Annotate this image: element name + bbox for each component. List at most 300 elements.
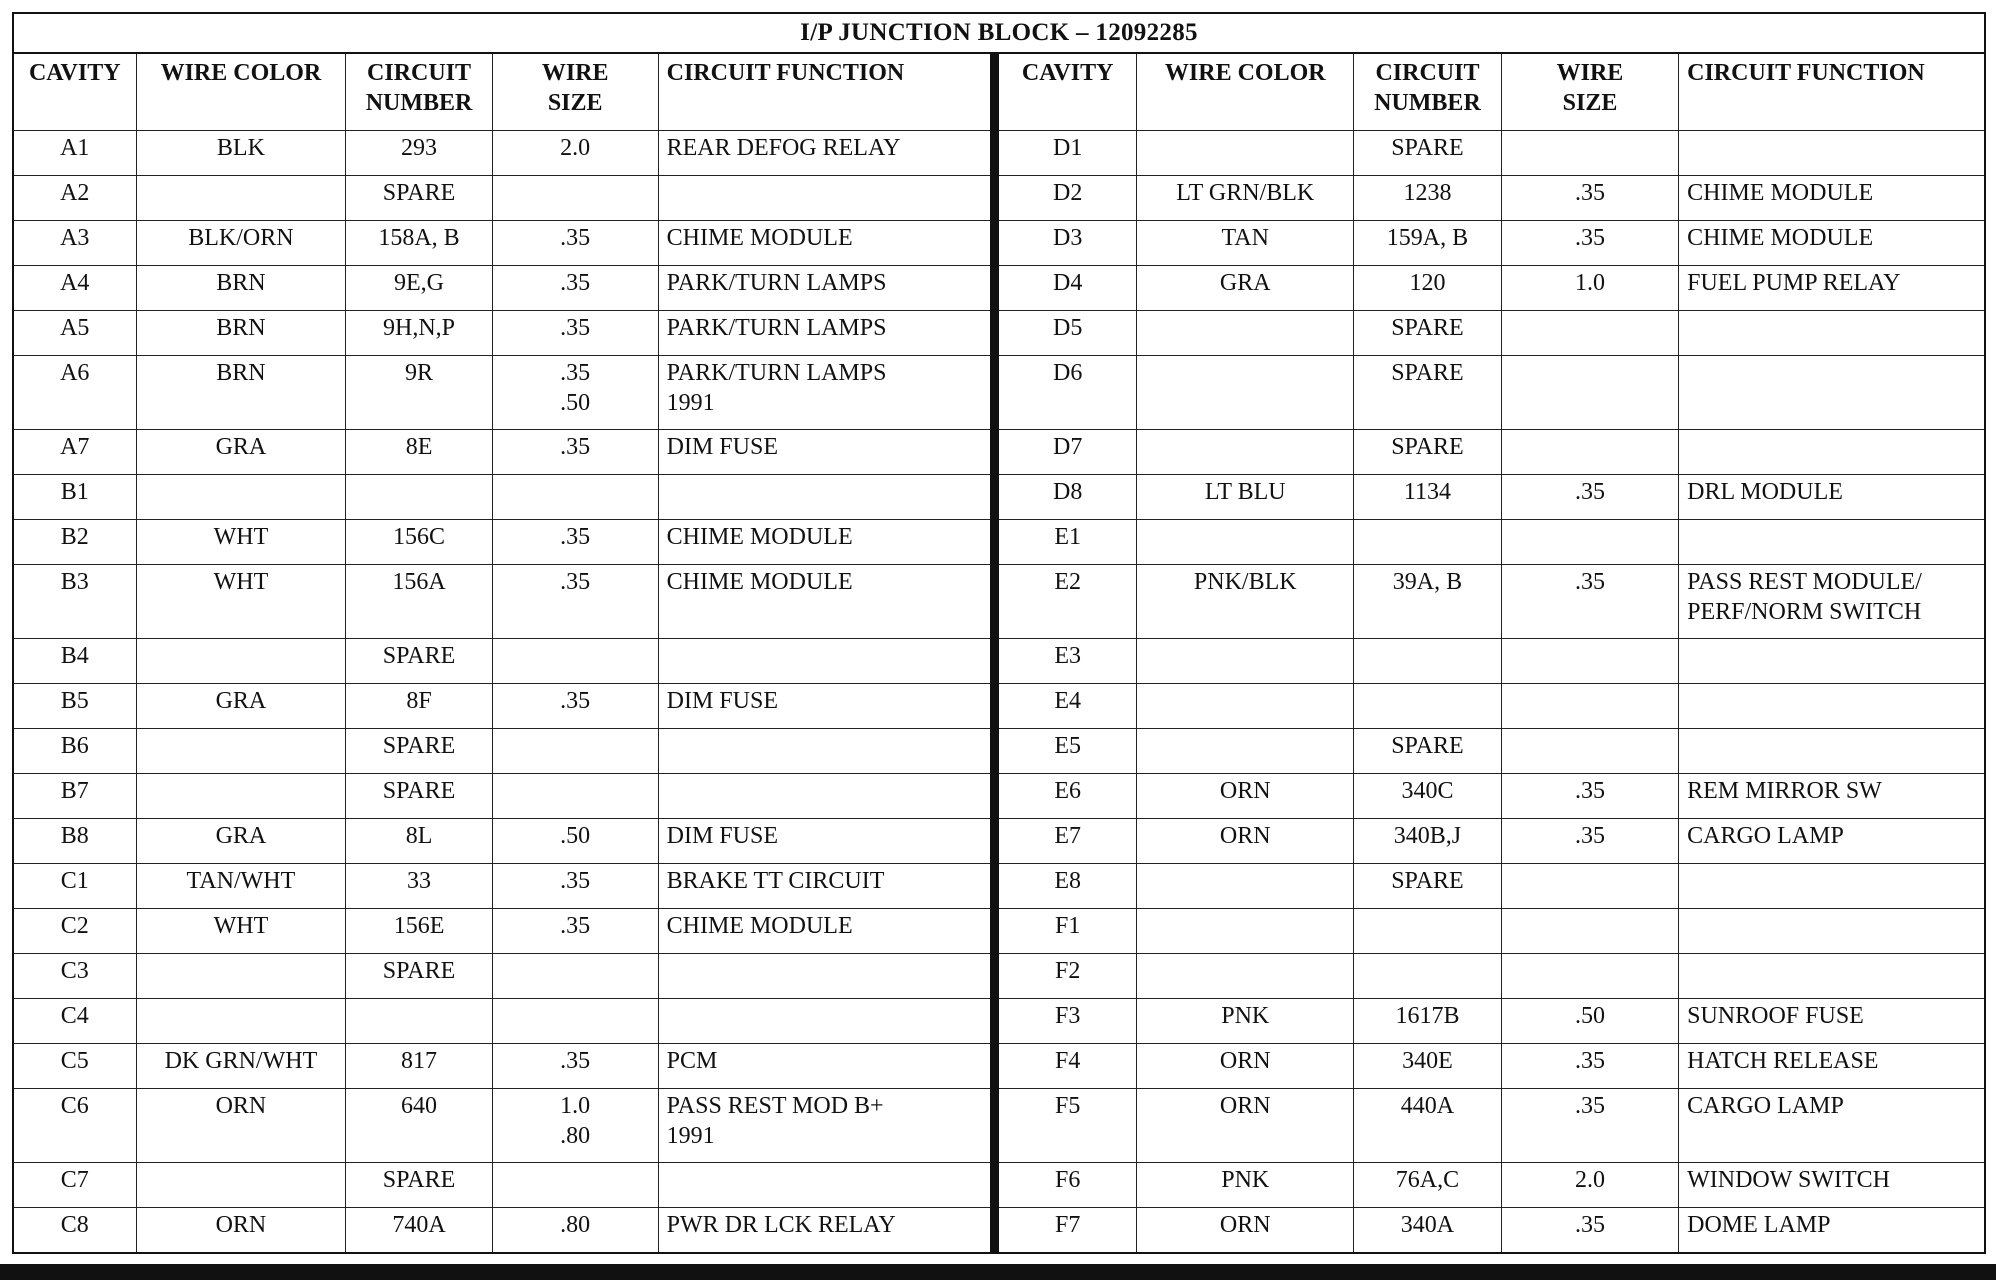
wire-size-line: .35	[560, 269, 591, 296]
header-wire-size-line: WIRE	[541, 60, 609, 86]
circuit-number-cell: 740A	[346, 1207, 492, 1252]
header-circuit-number-line: CIRCUIT	[1375, 60, 1480, 86]
circuit-function-line: DIM FUSE	[666, 433, 778, 460]
cavity-cell: C5	[14, 1043, 136, 1088]
table-row	[14, 130, 990, 175]
circuit-function-cell	[1679, 908, 1984, 953]
circuit-function-line: FUEL PUMP RELAY	[1687, 269, 1901, 296]
circuit-number-cell	[1354, 953, 1502, 998]
circuit-number-cell: 120	[1354, 265, 1502, 310]
circuit-function-line: PARK/TURN LAMPS	[666, 359, 887, 386]
wire-size-cell	[492, 265, 658, 310]
wire-size-cell	[492, 310, 658, 355]
circuit-function-cell	[658, 130, 990, 175]
table-row	[14, 355, 990, 429]
circuit-function-line: 1991	[666, 1122, 715, 1149]
wire-size-cell	[492, 818, 658, 863]
circuit-number-cell	[1354, 908, 1502, 953]
wire-size-cell	[1501, 474, 1678, 519]
circuit-number-cell: 340C	[1354, 773, 1502, 818]
cavity-table-right	[999, 54, 1984, 1252]
wire-size-line: .35	[1574, 179, 1605, 206]
circuit-number-cell: 76A,C	[1354, 1162, 1502, 1207]
table-row	[14, 908, 990, 953]
circuit-function-line: DIM FUSE	[666, 822, 778, 849]
table-row	[999, 130, 1984, 175]
circuit-number-cell: SPARE	[1354, 728, 1502, 773]
wire-size-cell	[1501, 1207, 1678, 1252]
cavity-cell: E4	[999, 683, 1137, 728]
wire-color-cell: GRA	[1137, 265, 1354, 310]
circuit-function-cell	[1679, 1043, 1984, 1088]
header-circuit-function: CIRCUIT FUNCTION	[1679, 54, 1984, 130]
table-header-row	[999, 54, 1984, 130]
wire-size-cell	[492, 728, 658, 773]
cavity-cell: D6	[999, 355, 1137, 429]
circuit-number-cell	[1354, 519, 1502, 564]
circuit-number-cell: 440A	[1354, 1088, 1502, 1162]
wire-size-cell	[492, 998, 658, 1043]
wire-color-cell	[136, 773, 346, 818]
wire-size-cell	[1501, 355, 1678, 429]
table-row	[999, 265, 1984, 310]
wire-size-cell	[492, 1088, 658, 1162]
wire-color-cell	[1137, 638, 1354, 683]
cavity-cell: E8	[999, 863, 1137, 908]
circuit-number-cell: 340A	[1354, 1207, 1502, 1252]
circuit-function-cell	[658, 474, 990, 519]
header-circuit-number	[1354, 54, 1502, 130]
cavity-cell: E1	[999, 519, 1137, 564]
header-cavity: CAVITY	[999, 54, 1137, 130]
circuit-number-cell: SPARE	[1354, 310, 1502, 355]
wire-size-cell	[1501, 728, 1678, 773]
circuit-number-cell: 156E	[346, 908, 492, 953]
circuit-function-cell	[1679, 519, 1984, 564]
cavity-cell: B3	[14, 564, 136, 638]
circuit-function-cell	[658, 908, 990, 953]
circuit-function-cell	[658, 429, 990, 474]
wire-color-cell: ORN	[136, 1088, 346, 1162]
wire-color-cell: LT BLU	[1137, 474, 1354, 519]
wire-size-cell	[1501, 1043, 1678, 1088]
circuit-number-cell: 640	[346, 1088, 492, 1162]
wire-color-cell	[1137, 953, 1354, 998]
circuit-function-cell	[658, 1207, 990, 1252]
circuit-function-line: PARK/TURN LAMPS	[666, 269, 887, 296]
circuit-number-cell: 156A	[346, 564, 492, 638]
circuit-number-cell	[1354, 638, 1502, 683]
wire-color-cell	[136, 638, 346, 683]
wire-size-line: .80	[560, 1122, 591, 1149]
wire-color-cell	[136, 474, 346, 519]
circuit-function-cell	[658, 998, 990, 1043]
junction-block-document	[12, 12, 1986, 1254]
table-row	[999, 1207, 1984, 1252]
cavity-cell: B1	[14, 474, 136, 519]
header-circuit-number-line: NUMBER	[1374, 90, 1481, 116]
circuit-number-cell: 1134	[1354, 474, 1502, 519]
left-half	[14, 54, 999, 1252]
table-row	[14, 728, 990, 773]
circuit-function-cell	[1679, 818, 1984, 863]
wire-size-cell	[492, 1043, 658, 1088]
header-wire-size-line: SIZE	[1562, 90, 1618, 116]
wire-size-line: .35	[560, 314, 591, 341]
cavity-cell: F4	[999, 1043, 1137, 1088]
wire-size-cell	[1501, 1088, 1678, 1162]
circuit-function-cell	[1679, 429, 1984, 474]
wire-size-line: .35	[560, 568, 591, 595]
circuit-function-cell	[1679, 220, 1984, 265]
circuit-function-line: CHIME MODULE	[1687, 179, 1874, 206]
wire-color-cell: DK GRN/WHT	[136, 1043, 346, 1088]
wire-color-cell	[1137, 863, 1354, 908]
table-row	[999, 220, 1984, 265]
circuit-number-cell: SPARE	[1354, 863, 1502, 908]
circuit-number-cell: SPARE	[346, 175, 492, 220]
wire-color-cell: LT GRN/BLK	[1137, 175, 1354, 220]
wire-color-cell	[1137, 130, 1354, 175]
cavity-cell: C6	[14, 1088, 136, 1162]
cavity-cell: D4	[999, 265, 1137, 310]
circuit-function-line: PWR DR LCK RELAY	[666, 1211, 896, 1238]
circuit-number-cell: 8E	[346, 429, 492, 474]
circuit-function-cell	[1679, 130, 1984, 175]
header-circuit-number-line: NUMBER	[365, 90, 473, 116]
cavity-cell: A7	[14, 429, 136, 474]
wire-size-line: .35	[560, 523, 591, 550]
header-circuit-number	[346, 54, 492, 130]
table-row	[999, 998, 1984, 1043]
cavity-cell: F7	[999, 1207, 1137, 1252]
table-row	[999, 638, 1984, 683]
header-wire-size	[492, 54, 658, 130]
circuit-number-cell: SPARE	[1354, 355, 1502, 429]
circuit-function-line: PASS REST MOD B+	[666, 1092, 884, 1119]
wire-color-cell: BRN	[136, 265, 346, 310]
cavity-cell: B7	[14, 773, 136, 818]
wire-size-cell	[492, 1162, 658, 1207]
wire-color-cell: TAN	[1137, 220, 1354, 265]
table-row	[999, 863, 1984, 908]
wire-color-cell: ORN	[136, 1207, 346, 1252]
circuit-number-cell: 293	[346, 130, 492, 175]
table-row	[14, 773, 990, 818]
wire-size-cell	[492, 175, 658, 220]
table-row	[999, 310, 1984, 355]
wire-color-cell: ORN	[1137, 1043, 1354, 1088]
circuit-function-cell	[1679, 355, 1984, 429]
wire-color-cell: WHT	[136, 908, 346, 953]
wire-color-cell: GRA	[136, 429, 346, 474]
wire-color-cell: PNK	[1137, 998, 1354, 1043]
circuit-number-cell: 39A, B	[1354, 564, 1502, 638]
wire-size-cell	[1501, 683, 1678, 728]
wire-size-line: 1.0	[1574, 269, 1605, 296]
circuit-function-cell	[1679, 175, 1984, 220]
wire-size-line: .50	[560, 822, 591, 849]
cavity-table-left	[14, 54, 990, 1252]
cavity-cell: F5	[999, 1088, 1137, 1162]
circuit-function-cell	[658, 220, 990, 265]
wire-color-cell	[1137, 310, 1354, 355]
header-wire-size	[1501, 54, 1678, 130]
table-row	[14, 1207, 990, 1252]
circuit-function-cell	[1679, 638, 1984, 683]
wire-size-cell	[492, 355, 658, 429]
wire-color-cell: PNK/BLK	[1137, 564, 1354, 638]
table-row	[999, 773, 1984, 818]
wire-color-cell: ORN	[1137, 818, 1354, 863]
table-header-row	[14, 54, 990, 130]
table-row	[14, 474, 990, 519]
circuit-function-cell	[658, 1162, 990, 1207]
table-row	[14, 429, 990, 474]
circuit-function-line: BRAKE TT CIRCUIT	[666, 867, 885, 894]
wire-size-cell	[492, 519, 658, 564]
table-row	[999, 1088, 1984, 1162]
table-row	[999, 175, 1984, 220]
wire-color-cell	[1137, 908, 1354, 953]
wire-size-cell	[1501, 773, 1678, 818]
cavity-cell: B5	[14, 683, 136, 728]
circuit-function-cell	[658, 818, 990, 863]
wire-size-cell	[492, 1207, 658, 1252]
circuit-function-line: CHIME MODULE	[666, 523, 853, 550]
header-circuit-number-line: CIRCUIT	[367, 60, 472, 86]
circuit-number-cell: SPARE	[1354, 130, 1502, 175]
circuit-function-line: HATCH RELEASE	[1687, 1047, 1879, 1074]
circuit-function-line: REM MIRROR SW	[1687, 777, 1882, 804]
circuit-number-cell: 33	[346, 863, 492, 908]
cavity-cell: E3	[999, 638, 1137, 683]
wire-color-cell	[136, 728, 346, 773]
circuit-number-cell: 340E	[1354, 1043, 1502, 1088]
circuit-number-cell	[1354, 683, 1502, 728]
circuit-function-line: CHIME MODULE	[1687, 224, 1874, 251]
circuit-function-cell	[1679, 1088, 1984, 1162]
cavity-cell: D5	[999, 310, 1137, 355]
table-row	[14, 564, 990, 638]
circuit-function-line: CHIME MODULE	[666, 568, 853, 595]
cavity-cell: E7	[999, 818, 1137, 863]
circuit-number-cell: 9E,G	[346, 265, 492, 310]
circuit-function-cell	[1679, 1207, 1984, 1252]
cavity-cell: D3	[999, 220, 1137, 265]
header-wire-color: WIRE COLOR	[136, 54, 346, 130]
wire-color-cell: ORN	[1137, 773, 1354, 818]
table-row	[14, 638, 990, 683]
table-row	[999, 355, 1984, 429]
circuit-function-cell	[658, 519, 990, 564]
table-row	[14, 175, 990, 220]
circuit-function-cell	[1679, 728, 1984, 773]
circuit-function-line: DOME LAMP	[1687, 1211, 1831, 1238]
circuit-function-line: CARGO LAMP	[1687, 1092, 1844, 1119]
wire-size-cell	[1501, 310, 1678, 355]
wire-color-cell	[1137, 355, 1354, 429]
circuit-function-cell	[658, 1043, 990, 1088]
wire-color-cell	[136, 953, 346, 998]
wire-color-cell: BRN	[136, 355, 346, 429]
header-cavity: CAVITY	[14, 54, 136, 130]
circuit-function-cell	[1679, 564, 1984, 638]
wire-size-cell	[492, 953, 658, 998]
circuit-number-cell: SPARE	[346, 1162, 492, 1207]
circuit-function-cell	[658, 1088, 990, 1162]
table-row	[14, 220, 990, 265]
wire-size-line: .35	[560, 1047, 591, 1074]
table-row	[14, 1088, 990, 1162]
circuit-number-cell: 817	[346, 1043, 492, 1088]
wire-size-cell	[492, 683, 658, 728]
circuit-number-cell: 156C	[346, 519, 492, 564]
wire-size-line: .35	[560, 912, 591, 939]
circuit-function-cell	[1679, 683, 1984, 728]
circuit-function-cell	[658, 564, 990, 638]
circuit-function-line: PASS REST MODULE/	[1687, 568, 1922, 595]
wire-color-cell: BLK	[136, 130, 346, 175]
wire-color-cell	[136, 1162, 346, 1207]
circuit-number-cell: 8L	[346, 818, 492, 863]
table-row	[999, 728, 1984, 773]
wire-size-line: .80	[560, 1211, 591, 1238]
circuit-number-cell: 1238	[1354, 175, 1502, 220]
wire-color-cell: BRN	[136, 310, 346, 355]
cavity-cell: E2	[999, 564, 1137, 638]
circuit-function-line: CHIME MODULE	[666, 912, 853, 939]
table-row	[999, 429, 1984, 474]
wire-color-cell	[1137, 728, 1354, 773]
cavity-cell: A1	[14, 130, 136, 175]
wire-size-cell	[1501, 818, 1678, 863]
table-row	[999, 908, 1984, 953]
cavity-cell: F2	[999, 953, 1137, 998]
cavity-cell: D2	[999, 175, 1137, 220]
header-circuit-function: CIRCUIT FUNCTION	[658, 54, 990, 130]
table-row	[999, 564, 1984, 638]
circuit-function-line: PCM	[666, 1047, 718, 1074]
circuit-function-cell	[658, 863, 990, 908]
table-row	[999, 1043, 1984, 1088]
wire-size-cell	[492, 429, 658, 474]
wire-size-cell	[492, 220, 658, 265]
wire-size-cell	[492, 773, 658, 818]
wire-size-line: .35	[560, 359, 591, 386]
cavity-cell: E5	[999, 728, 1137, 773]
circuit-number-cell: 159A, B	[1354, 220, 1502, 265]
wire-size-cell	[1501, 265, 1678, 310]
wire-size-cell	[1501, 130, 1678, 175]
cavity-cell: D1	[999, 130, 1137, 175]
cavity-cell: B4	[14, 638, 136, 683]
wire-size-cell	[1501, 638, 1678, 683]
table-row	[14, 1043, 990, 1088]
circuit-number-cell: SPARE	[1354, 429, 1502, 474]
wire-size-cell	[1501, 1162, 1678, 1207]
wire-size-line: .35	[1574, 822, 1605, 849]
wire-size-cell	[1501, 429, 1678, 474]
wire-size-line: .35	[560, 687, 591, 714]
wire-size-cell	[1501, 908, 1678, 953]
wire-size-line: .35	[1574, 1211, 1605, 1238]
table-row	[14, 998, 990, 1043]
header-wire-color: WIRE COLOR	[1137, 54, 1354, 130]
wire-size-cell	[492, 908, 658, 953]
table-row	[999, 818, 1984, 863]
cavity-cell: F3	[999, 998, 1137, 1043]
circuit-number-cell	[346, 474, 492, 519]
cavity-cell: B2	[14, 519, 136, 564]
wire-size-cell	[492, 638, 658, 683]
circuit-function-cell	[1679, 310, 1984, 355]
cavity-cell: A6	[14, 355, 136, 429]
table-body-right	[999, 130, 1984, 1252]
cavity-cell: A2	[14, 175, 136, 220]
cavity-cell: A3	[14, 220, 136, 265]
circuit-function-line: PARK/TURN LAMPS	[666, 314, 887, 341]
wire-color-cell	[1137, 683, 1354, 728]
cavity-cell: C7	[14, 1162, 136, 1207]
circuit-function-cell	[1679, 265, 1984, 310]
circuit-function-cell	[658, 175, 990, 220]
wire-size-line: .35	[1574, 478, 1605, 505]
circuit-number-cell: 9R	[346, 355, 492, 429]
wire-color-cell	[136, 998, 346, 1043]
wire-size-line: .35	[1574, 777, 1605, 804]
circuit-function-cell	[658, 953, 990, 998]
wire-size-cell	[1501, 519, 1678, 564]
circuit-number-cell	[346, 998, 492, 1043]
table-row	[14, 683, 990, 728]
circuit-function-cell	[1679, 1162, 1984, 1207]
table-row	[999, 1162, 1984, 1207]
wire-color-cell	[1137, 519, 1354, 564]
circuit-function-line: CHIME MODULE	[666, 224, 853, 251]
wire-color-cell: BLK/ORN	[136, 220, 346, 265]
footer-bar	[0, 1264, 1996, 1280]
wire-color-cell: ORN	[1137, 1207, 1354, 1252]
cavity-cell: C4	[14, 998, 136, 1043]
wire-size-line: .35	[1574, 224, 1605, 251]
wire-size-cell	[1501, 220, 1678, 265]
wire-size-cell	[492, 863, 658, 908]
cavity-cell: A4	[14, 265, 136, 310]
wire-size-cell	[492, 130, 658, 175]
circuit-function-line: PERF/NORM SWITCH	[1687, 598, 1922, 625]
wire-size-cell	[492, 474, 658, 519]
circuit-function-cell	[1679, 863, 1984, 908]
circuit-number-cell: 1617B	[1354, 998, 1502, 1043]
cavity-cell: D7	[999, 429, 1137, 474]
table-row	[14, 1162, 990, 1207]
table-row	[999, 474, 1984, 519]
wire-color-cell: GRA	[136, 818, 346, 863]
cavity-cell: F6	[999, 1162, 1137, 1207]
circuit-number-cell: SPARE	[346, 773, 492, 818]
cavity-cell: C2	[14, 908, 136, 953]
cavity-cell: F1	[999, 908, 1137, 953]
circuit-number-cell: 9H,N,P	[346, 310, 492, 355]
wire-size-line: 1.0	[560, 1092, 591, 1119]
circuit-number-cell: 8F	[346, 683, 492, 728]
wire-size-cell	[1501, 175, 1678, 220]
wire-color-cell: WHT	[136, 564, 346, 638]
table-row	[14, 265, 990, 310]
circuit-function-line: DRL MODULE	[1687, 478, 1843, 505]
wire-size-line: .35	[1574, 1047, 1605, 1074]
